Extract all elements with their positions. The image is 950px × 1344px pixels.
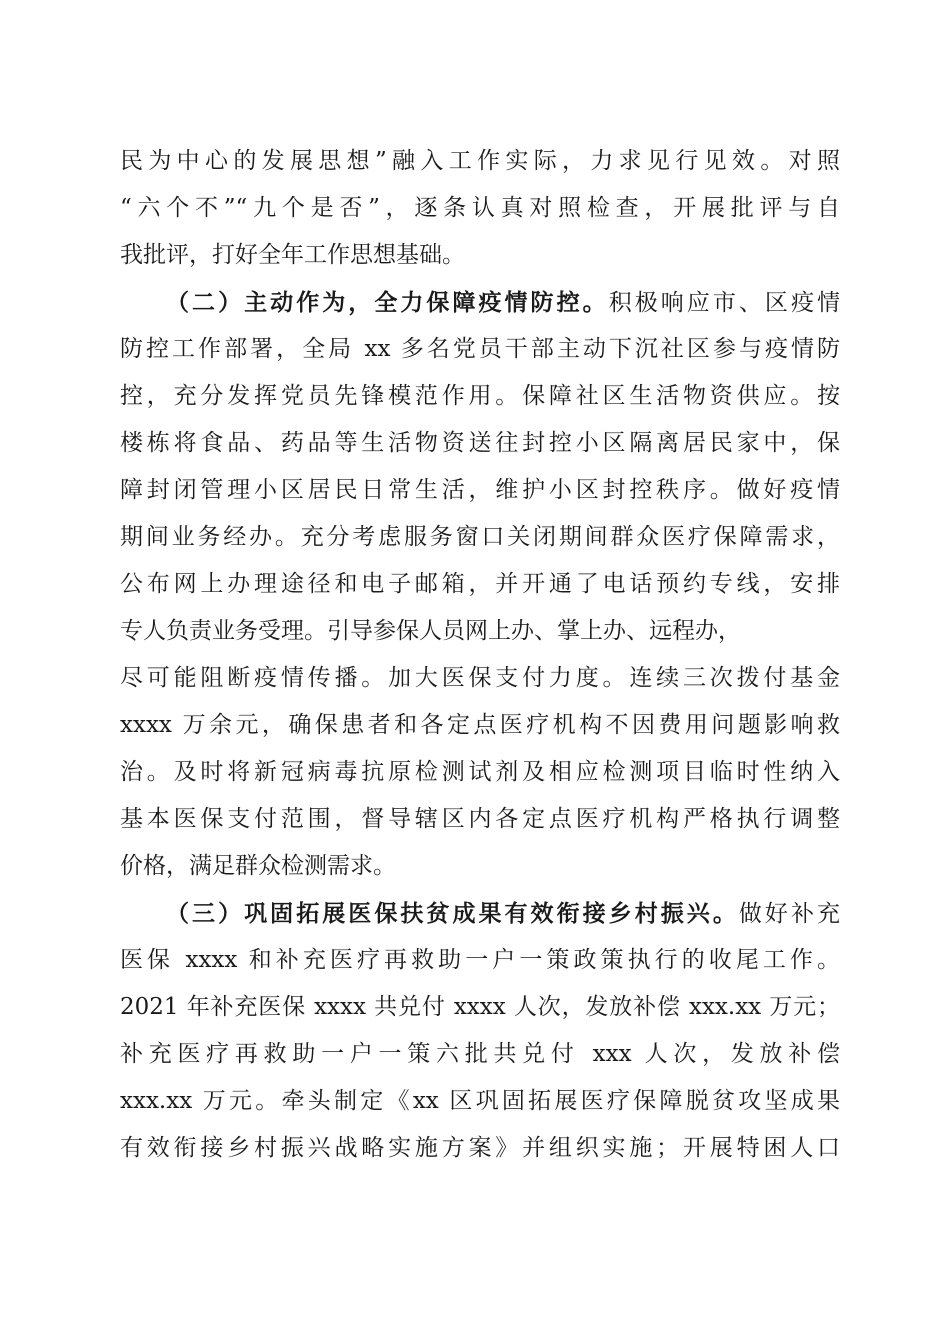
paragraph-line: 控，充分发挥党员先锋模范作用。保障社区生活物资供应。按 — [120, 383, 840, 409]
paragraph-line: 2021 年补充医保 xxxx 共兑付 xxxx 人次，发放补偿 xxx.xx 万元； — [120, 994, 840, 1020]
paragraph-line: 尽可能阻断疫情传播。加大医保支付力度。连续三次拨付基金 — [120, 665, 840, 691]
paragraph-text: 做好补充 — [738, 901, 840, 927]
paragraph-first-line — [120, 279, 840, 326]
paragraph-line: 治。及时将新冠病毒抗原检测试剂及相应检测项目临时性纳入 — [120, 759, 840, 785]
paragraph-2 — [120, 279, 840, 890]
paragraph-line: 医保 xxxx 和补充医疗再救助一户一策政策执行的收尾工作。 — [120, 947, 840, 973]
paragraph-line: xxx.xx 万元。牵头制定《xx 区巩固拓展医疗保障脱贫攻坚成果 — [120, 1088, 840, 1114]
paragraph-line: 价格，满足群众检测需求。 — [120, 853, 396, 879]
paragraph-line: 防控工作部署，全局 xx 多名党员干部主动下沉社区参与疫情防 — [120, 336, 840, 362]
document-body — [120, 138, 840, 1172]
paragraph-line: 我批评，打好全年工作思想基础。 — [120, 242, 465, 268]
paragraph-line: 民为中心的发展思想”融入工作实际，力求见行见效。对照 — [120, 148, 840, 174]
paragraph-first-line — [120, 890, 840, 937]
paragraph-line: 公布网上办理途径和电子邮箱，并开通了电话预约专线，安排 — [120, 571, 840, 597]
paragraph-line: xxxx 万余元，确保患者和各定点医疗机构不因费用问题影响救 — [120, 712, 840, 738]
paragraph-line: 楼栋将食品、药品等生活物资送往封控小区隔离居民家中，保 — [120, 430, 840, 456]
paragraph-line: 补充医疗再救助一户一策六批共兑付 xxx 人次，发放补偿 — [120, 1041, 840, 1067]
paragraph-line: 专人负责业务受理。引导参保人员网上办、掌上办、远程办， — [120, 618, 741, 644]
section-heading: （三）巩固拓展医保扶贫成果有效衔接乡村振兴。 — [166, 900, 739, 927]
paragraph-line: 基本医保支付范围，督导辖区内各定点医疗机构严格执行调整 — [120, 806, 840, 832]
paragraph-3 — [120, 890, 840, 1172]
paragraph-line: “六个不”“九个是否”，逐条认真对照检查，开展批评与自 — [120, 195, 840, 221]
paragraph-text: 积极响应市、区疫情 — [608, 290, 840, 316]
paragraph-line: 障封闭管理小区居民日常生活，维护小区封控秩序。做好疫情 — [120, 477, 840, 503]
paragraph-line: 期间业务经办。充分考虑服务窗口关闭期间群众医疗保障需求， — [120, 524, 840, 550]
paragraph-line: 有效衔接乡村振兴战略实施方案》并组织实施；开展特困人口 — [120, 1135, 840, 1161]
paragraph-1 — [120, 138, 840, 279]
section-heading: （二）主动作为，全力保障疫情防控。 — [166, 289, 609, 316]
